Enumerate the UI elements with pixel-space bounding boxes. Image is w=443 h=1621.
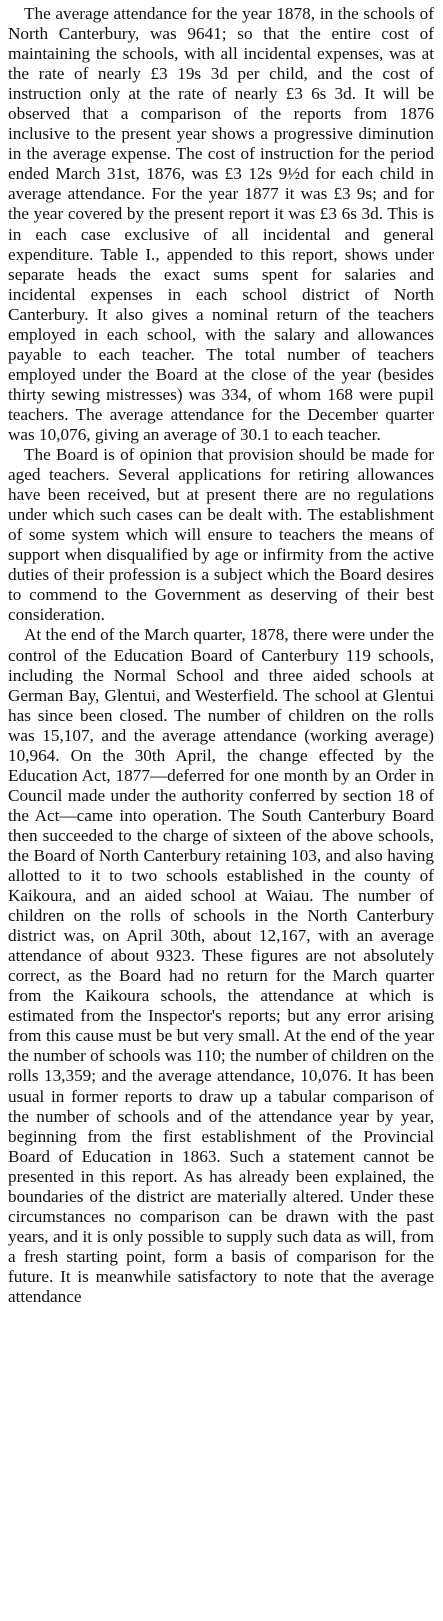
paragraph-cost-per-child: The average attendance for the year 1878, in the schools of North Canterbury, was 9641; so that the entire cost of maintaining the schools, with all incidental expenses, was at the rate of nearly £3 19s 3d per child, and the cost of instruction only at the rate of nearly £3 6s 3d. It will be observed that a comparison of the reports from 1876 inclusive to the present year shows a progressive diminution in the average expense. The cost of instruction for the period ended March 31st, 1876, was £3 12s 9½d for each child in average attendance. For the year 1877 it was £3 9s; and for the year covered by the present report it was £3 6s 3d. This is in each case exclusive of all incidental and general expenditure. Table I., appended to this report, shows under separate heads the exact sums spent for salaries and incidental expenses in each school district of North Canterbury. It also gives a nominal return of the teachers employed in each school, with the salary and allowances payable to each teacher. The total number of teachers employed under the Board at the close of the year (besides thirty sewing mistresses) was 334, of whom 168 were pupil teachers. The average attendance for the December quarter was 10,076, giving an average of 30.1 to each teacher. bbox=[8, 4, 434, 444]
paragraph-aged-teachers: The Board is of opinion that provision should be made for aged teachers. Several applications for retiring allowances have been received, but at present there are no regulations under which such cases can be dealt with. The establishment of some system which will ensure to teachers the means of support when disqualified by age or infirmity from the active duties of their profession is a subject which the Board desires to commend to the Government as deserving of their best consideration. bbox=[8, 445, 434, 625]
paragraph-school-statistics: At the end of the March quarter, 1878, there were under the control of the Education Board of Canterbury 119 schools, including the Normal School and three aided schools at German Bay, Glentui, and Westerfield. The school at Glentui has since been closed. The number of children on the rolls was 15,107, and the average attendance (working average) 10,964. On the 30th April, the change effected by the Education Act, 1877—deferred for one month by an Order in Council made under the authority conferred by section 18 of the Act—came into operation. The South Canterbury Board then succeeded to the charge of sixteen of the above schools, the Board of North Canterbury retaining 103, and also having allotted to it to two schools established in the county of Kaikoura, and an aided school at Waiau. The number of children on the rolls of schools in the North Canterbury district was, on April 30th, about 12,167, with an average attendance of about 9323. These figures are not absolutely correct, as the Board had no return for the March quarter from the Kaikoura schools, the attendance at which is estimated from the Inspector's reports; but any error arising from this cause must be but very small. At the end of the year the number of schools was 110; the number of children on the rolls 13,359; and the average attendance, 10,076. It has been usual in former reports to draw up a tabular comparison of the number of schools and of the attendance year by year, beginning from the first establishment of the Provincial Board of Education in 1863. Such a statement cannot be presented in this report. As has already been explained, the boundaries of the district are materially altered. Under these circumstances no comparison can be drawn with the past years, and it is only possible to supply such data as will, from a fresh starting point, form a basis of comparison for the future. It is meanwhile satisfactory to note that the average attendance bbox=[8, 625, 434, 1306]
